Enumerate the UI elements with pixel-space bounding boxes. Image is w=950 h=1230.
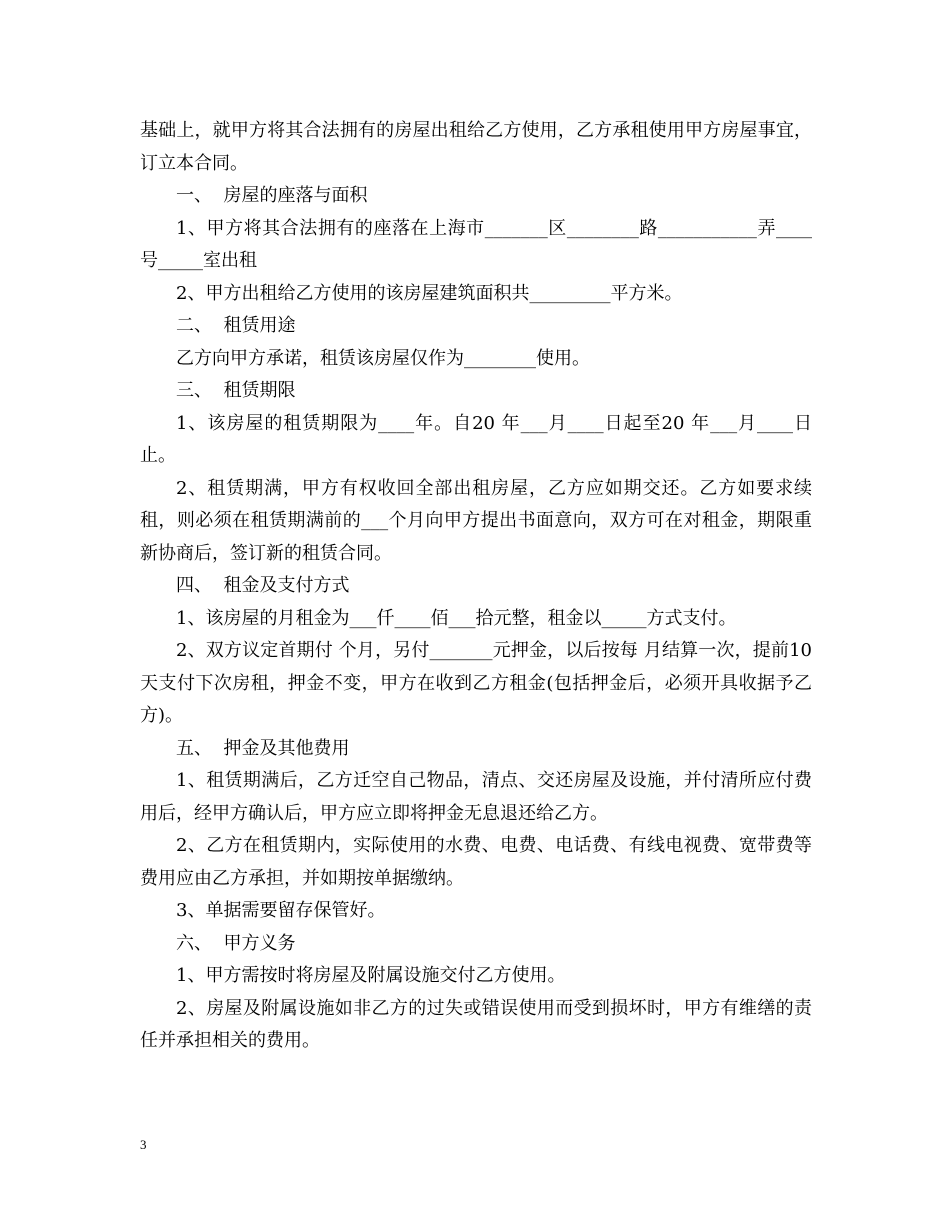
section-heading: 六、 甲方义务 (176, 932, 296, 954)
paragraph: 2、甲方出租给乙方使用的该房屋建筑面积共_________平方米。 (176, 282, 683, 304)
section-heading: 二、 租赁用途 (176, 315, 296, 336)
paragraph: 2、租赁期满，甲方有权收回全部出租房屋，乙方应如期交还。乙方如要求续租，则必须在租赁期满前的___个月向甲方提出书面意向，双方可在对租金，期限重新协商后，签订新的租赁合同。 (140, 477, 812, 564)
page-number: 3 (140, 1137, 147, 1152)
section-heading: 五、 押金及其他费用 (176, 737, 350, 759)
paragraph: 基础上，就甲方将其合法拥有的房屋出租给乙方使用，乙方承租使用甲方房屋事宜，订立本合同。 (140, 120, 812, 174)
paragraph: 1、甲方将其合法拥有的座落在上海市_______区________路___________弄____号_____室出租 (140, 217, 812, 271)
paragraph: 1、该房屋的月租金为___仟____佰___拾元整，租金以_____方式支付。 (176, 607, 737, 629)
section-heading: 一、 房屋的座落与面积 (176, 185, 368, 206)
section-heading: 四、 租金及支付方式 (176, 575, 350, 596)
paragraph: 1、该房屋的租赁期限为____年。自20 年___月____日起至20 年___月____日止。 (140, 412, 812, 466)
section-heading: 三、 租赁期限 (176, 380, 296, 401)
paragraph: 2、乙方在租赁期内，实际使用的水费、电费、电话费、有线电视费、宽带费等费用应由乙方承担，并如期按单据缴纳。 (140, 835, 812, 889)
paragraph: 乙方向甲方承诺，租赁该房屋仅作为________使用。 (176, 347, 590, 369)
document-body (140, 115, 812, 1058)
paragraph: 2、房屋及附属设施如非乙方的过失或错误使用而受到损坏时，甲方有维缮的责任并承担相关的费用。 (140, 997, 812, 1051)
paragraph: 1、租赁期满后，乙方迁空自己物品，清点、交还房屋及设施，并付清所应付费用后，经甲方确认后，甲方应立即将押金无息退还给乙方。 (140, 770, 812, 824)
paragraph: 2、双方议定首期付 个月，另付_______元押金，以后按每 月结算一次，提前10天支付下次房租，押金不变，甲方在收到乙方租金(包括押金后，必须开具收据予乙方)。 (140, 640, 812, 726)
paragraph: 3、单据需要留存保管好。 (176, 900, 386, 921)
paragraph: 1、甲方需按时将房屋及附属设施交付乙方使用。 (176, 965, 566, 986)
